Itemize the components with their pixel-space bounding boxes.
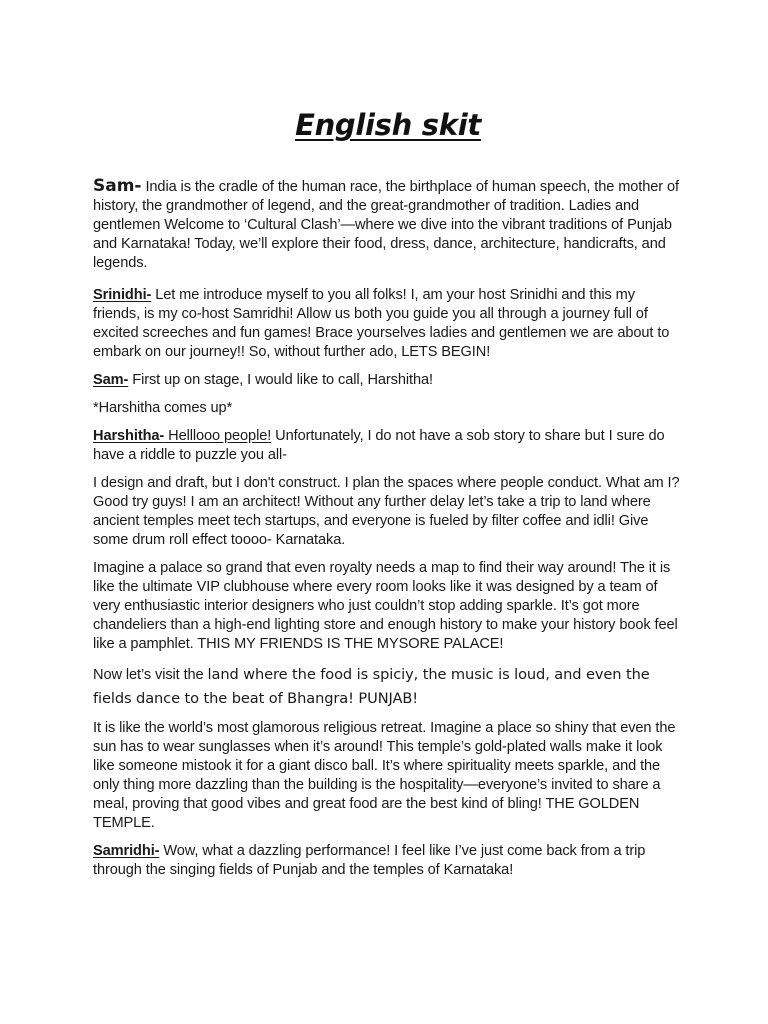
speaker-label: Harshitha- (93, 428, 165, 444)
paragraph-sam-intro (93, 177, 683, 273)
paragraph-srinidhi (93, 286, 683, 362)
paragraph-riddle: I design and draft, but I don't construct. I plan the spaces where people conduct. What am I? Good try guys! I am an architect! Without any further delay let’s take a trip to land where ancient temples meet tech startups, and everyone is fueled by filter coffee and idli! Give some drum roll effect toooo- Karnataka. (93, 475, 680, 548)
paragraph-samridhi (93, 842, 683, 880)
paragraph-text: Let me introduce myself to you all folks! I, am your host Srinidhi and this my friends, is my co-host Samridhi! Allow us both you guide you all through a journey full of excited screeches and fun games! Brace yourselves ladies and gentlemen we are about to embark on our journey!! So, without further ado, LETS BEGIN! (93, 287, 670, 360)
paragraph-golden-temple: It is like the world’s most glamorous religious retreat. Imagine a place so shiny that even the sun has to wear sunglasses when it’s around! This temple’s gold-plated walls make it look like someone mistook it for a giant disco ball. It’s where spirituality meets sparkle, and the only thing more dazzling than the building is the hospitality—everyone’s invited to share a meal, proving that good vibes and great food are the best kind of bling! THE GOLDEN TEMPLE. (93, 720, 676, 831)
paragraph-text: First up on stage, I would like to call, Harshitha! (128, 372, 433, 388)
paragraph-text: Unfortunately, I do not have a sob story to share but I sure do have a riddle to puzzle you all- (93, 428, 665, 463)
speaker-label: Srinidhi- (93, 287, 152, 303)
paragraph-text-alt-font: land where the food is spiciy, the music is loud, and even the fields dance to the beat of Bhangra! PUNJAB! (93, 666, 650, 707)
stage-direction: *Harshitha comes up* (93, 400, 233, 416)
speaker-label: Sam- (93, 176, 142, 196)
paragraph-text: India is the cradle of the human race, the birthplace of human speech, the mother of history, the grandmother of legend, and the great-grandmother of tradition. Ladies and gentlemen Welcome to ‘Cultural Clash’—where we dive into the vibrant traditions of Punjab and Karnataka! Today, we’ll explore their food, dress, dance, architecture, handicrafts, and legends. (93, 179, 679, 271)
document-page (93, 100, 683, 889)
paragraph-harshitha (93, 427, 683, 465)
speaker-label: Sam- (93, 372, 129, 388)
paragraph-punjab (93, 663, 683, 711)
paragraph-text-underlined: Helllooo people! (164, 428, 272, 444)
paragraph-text: Wow, what a dazzling performance! I feel like I’ve just come back from a trip through the singing fields of Punjab and the temples of Karnataka! (93, 843, 646, 878)
document-title: English skit (295, 108, 481, 142)
paragraph-text: Now let’s visit the (93, 667, 208, 683)
paragraph-mysore-palace: Imagine a palace so grand that even royalty needs a map to find their way around! The it is like the ultimate VIP clubhouse where every room looks like it was designed by a team of very enthusiastic interior designers who just couldn’t stop adding sparkle. It’s got more chandeliers than a high-end lighting store and enough history to make your history book feel like a pamphlet. THIS MY FRIENDS IS THE MYSORE PALACE! (93, 560, 678, 652)
speaker-label: Samridhi- (93, 843, 160, 859)
paragraph-sam-call (93, 371, 683, 390)
